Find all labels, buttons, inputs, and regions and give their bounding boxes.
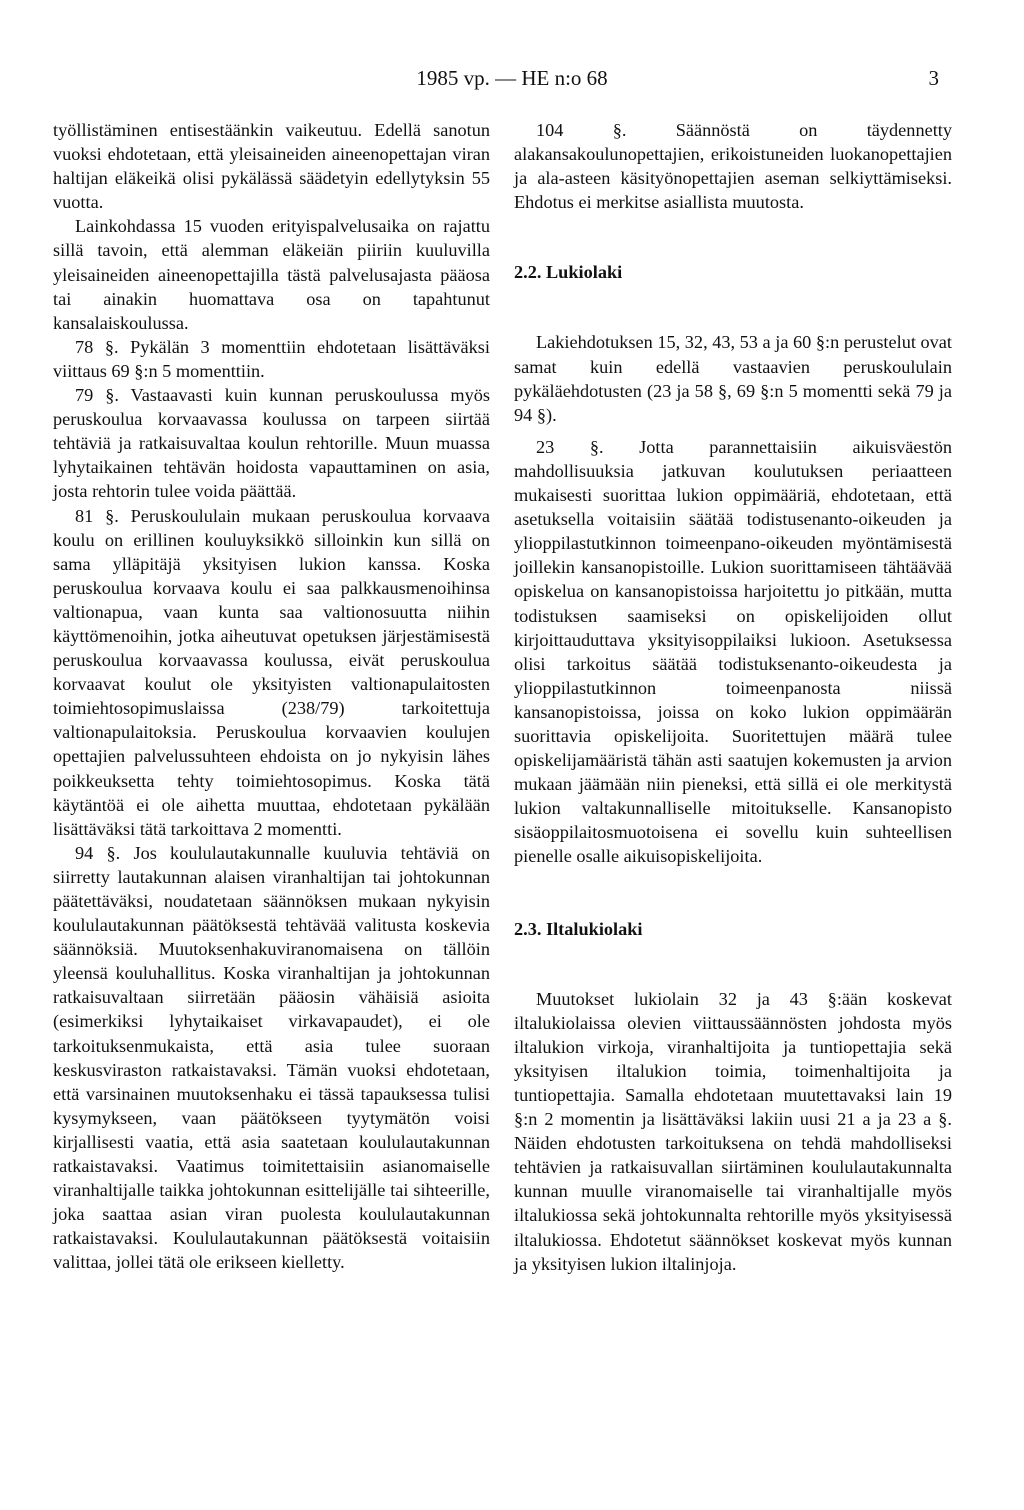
paragraph: 79 §. Vastaavasti kuin kunnan peruskoulussa myös peruskoulua korvaavassa koulussa on tarpeen siirtää tehtäviä ja ratkaisuvaltaa koulun rehtorille. Muun muassa lyhytaikainen tehtävän hoidosta vapauttaminen on asia, josta rehtorin tulee voida päättää.: [53, 385, 490, 502]
paragraph: 94 §. Jos koululautakunnalle kuuluvia tehtäviä on siirretty lautakunnan alaisen viranhaltijan tai johtokunnan päätettäväksi, noudatetaan säännöksen mukaan nykyisin koululautakunnan päätöksestä tehtävää valitusta koskevia säännöksiä. Muutoksenhakuviranomaisena on tällöin yleensä kouluhallitus. Koska viranhaltijan ja johtokunnan ratkaisuvaltaan siirretään pääosin vähäisiä asioita (esimerkiksi lyhytaikaiset virkavapaudet), ei ole tarkoituksenmukaista, että asia tulee suoraan keskusviraston ratkaistavaksi. Tämän vuoksi ehdotetaan, että varsinainen muutoksenhaku ei tässä tapauksessa tulisi kysymykseen, vaan päätökseen tyytymätön voisi kirjallisesti vaatia, että asia saatetaan koululautakunnan ratkaistavaksi. Vaatimus toimitettaisiin asianomaiselle viranhaltijalle taikka johtokunnan esittelijälle tai sihteerille, joka saattaa asian viran puolesta koululautakunnan ratkaistavaksi. Koululautakunnan päätöksestä voitaisiin valittaa, jollei tätä ole erikseen kielletty.: [53, 842, 490, 1273]
paragraph: Lakiehdotuksen 15, 32, 43, 53 a ja 60 §:n perustelut ovat samat kuin edellä vastaavien peruskoululain pykäläehdotusten (23 ja 58 §, 69 §:n 5 momentti sekä 79 ja 94 §).: [514, 332, 952, 425]
page-header: [0, 66, 1024, 96]
paragraph: työllistäminen entisestäänkin vaikeutuu. Edellä sanotun vuoksi ehdotetaan, että yleisaineiden aineenopettajan viran haltijan eläkeikä olisi pykälässä säädetyin edellytyksin 55 vuotta.: [53, 120, 490, 213]
section-heading: 2.3. Iltalukiolaki: [514, 918, 643, 939]
page-number: 3: [928, 66, 939, 90]
paragraph: 78 §. Pykälän 3 momenttiin ehdotetaan lisättäväksi viittaus 69 §:n 5 momenttiin.: [53, 336, 490, 381]
section-heading: 2.2. Lukiolaki: [514, 262, 623, 283]
paragraph: Lainkohdassa 15 vuoden erityispalvelusaika on rajattu sillä tavoin, että alemman eläkeiän piiriin kuuluvilla yleisaineiden aineenopettajilla tästä palvelusajasta pääosa tai ainakin huomattava osa on tapahtunut kansalaiskoulussa.: [53, 216, 490, 333]
paragraph: 81 §. Peruskoululain mukaan peruskoulua korvaava koulu on erillinen kouluyksikkö silloinkin kun sillä on sama ylläpitäjä yksityisen lukion kanssa. Koska peruskoulua korvaava koulu ei saa palkkausmenoihinsa valtionapua, vaan kunta saa valtionosuutta niihin käyttömenoihin, jotka aiheutuvat opetuksen järjestämisestä peruskoulua korvaavassa koulussa, eivät peruskoulua korvaavat koulut ole yksityisten valtionapulaitosten toimiehtosopimuslaissa (238/79) tarkoitettuja valtionapulaitoksia. Peruskoulua korvaavien koulujen opettajien palvelussuhteen ehdoista on jo nykyisin lähes poikkeuksetta tehty toimiehtosopimus. Koska tätä käytäntöä ei ole aihetta muuttaa, ehdotetaan pykälään lisättäväksi tätä tarkoittava 2 momentti.: [53, 505, 490, 839]
right-column: [514, 118, 952, 1276]
left-column: [53, 118, 490, 1275]
paragraph: Muutokset lukiolain 32 ja 43 §:ään koskevat iltalukiolaissa olevien viittaussäännösten johdosta myös iltalukion virkoja, viranhaltijoita ja tuntiopettajia sekä yksityisen iltalukion toimia, toimenhaltijoita ja tuntiopettajia. Samalla ehdotetaan muutettavaksi lain 19 §:n 2 momentin ja lisättäväksi lakiin uusi 21 a ja 23 a §. Näiden ehdotusten tarkoituksena on tehdä mahdolliseksi tehtävien ja ratkaisuvallan siirtäminen koululautakunnalta kunnan muulle viranomaiselle tai viranhaltijalle myös iltalukiossa sekä johtokunnalta rehtorille myös yksityisessä iltalukiossa. Ehdotetut säännökset koskevat myös kunnan ja yksityisen lukion iltalinjoja.: [514, 988, 952, 1274]
running-title: 1985 vp. — HE n:o 68: [416, 66, 608, 90]
paragraph: 23 §. Jotta parannettaisiin aikuisväestön mahdollisuuksia jatkuvan koulutuksen periaatteen mukaisesti suorittaa lukion oppimääriä, ehdotetaan, että asetuksella voitaisiin säätää todistusenanto-oikeuden ja ylioppilastutkinnon toimeenpano-oikeuden myöntämisestä joillekin kansanopistoille. Lukion suorittamiseen tähtäävää opiskelua on kansanopistoissa harjoitettu jo pitkään, mutta todistuksen saamiseksi on opiskelijoiden ollut kirjoittauduttava yksityisoppilaiksi lukioon. Asetuksessa olisi tarkoitus säätää todistuksenanto-oikeudesta ja ylioppilastutkinnon toimeenpanosta niissä kansanopistoissa, joissa on koko lukion oppimäärän suorittavia opiskelijoita. Suoritettujen määrä tulee opiskelijamääristä tähän asti saatujen kokemusten ja arvion mukaan jäämään niin pieneksi, että sillä ei ole merkitystä lukion valtakunnalliselle mitoitukselle. Kansanopisto sisäoppilaitosmuotoisena ei sovellu kuin suhteellisen pienelle osalle aikuisopiskelijoita.: [514, 436, 952, 867]
paragraph: 104 §. Säännöstä on täydennetty alakansakoulunopettajien, erikoistuneiden luokanopettajien ja ala-asteen käsityönopettajien aseman selkiyttämiseksi. Ehdotus ei merkitse asiallista muutosta.: [514, 120, 952, 213]
